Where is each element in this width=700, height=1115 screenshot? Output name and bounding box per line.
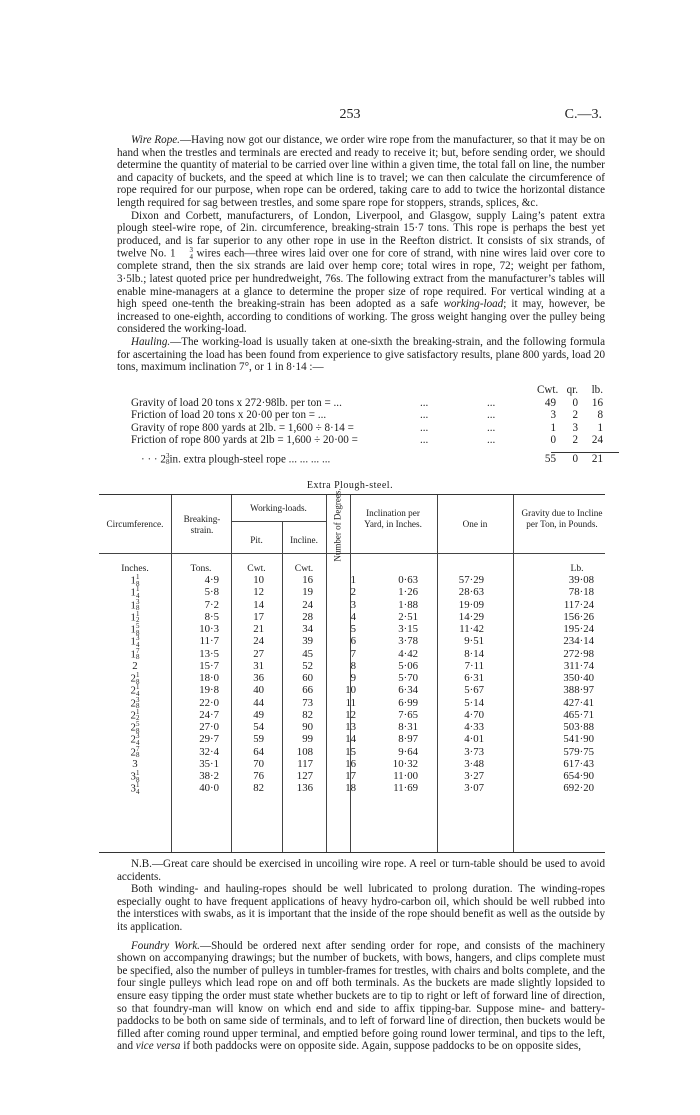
calc-row: Gravity of rope 800 yards at 2lb. = 1,600 ÷ 8·14 = ... ... 1 3 1 — [131, 421, 603, 434]
table-cell-circumference: 2 7 8 — [130, 744, 140, 759]
calc-row: Friction of load 20 tons x 20·00 per ton = ... ... ... 3 2 8 — [131, 409, 603, 422]
foundry-paragraph: Foundry Work.—Should be ordered next after sending order for rope, and consists of the machinery shown on accompanying drawings; but the number of buckets, with bows, hangers, and clips complete must be specified, also the number of pulleys in tumbler-frames for trestles, with chairs and bolts complete, and the four single pulleys which lead rope on and off both terminals. As the buckets are made slightly lopsided to ensure easy tipping the order must state whether buckets are to tip to right or left of forward line of direction, so that foundry-man will know on which end and side to affix tipping-bar. Suppose mine- and battery-paddocks to be both on same side of terminals, and to left of forward line of direction, then buckets would be filled after coming round upper terminal, and emptied before going round lower terminal, and tips to the left, and vice versa if both paddocks were on opposite side. Again, suppose paddocks to be on opposite sides, — [117, 939, 605, 1053]
table-cell-incline: 136 — [296, 782, 313, 795]
table-cell-inclination: 7·65 — [398, 708, 418, 721]
table-cell-circumference: 2 3 8 — [130, 695, 140, 710]
foundry-heading: Foundry Work. — [131, 939, 200, 952]
table-cell-circumference: 2 3 4 — [130, 732, 140, 747]
calc-row: Gravity of load 20 tons x 272·98lb. per ton = ... ... ... 49 0 16 — [131, 396, 603, 409]
table-cell-one-in: 8·14 — [464, 647, 484, 660]
table-cell-one-in: 5·14 — [464, 696, 484, 709]
table-cell-incline: 60 — [302, 672, 313, 684]
table-cell-inclination: 4·42 — [398, 647, 418, 660]
wire-gauge-fraction: 3 4 — [189, 246, 193, 261]
table-cell-pit: 27 — [253, 647, 264, 660]
table-cell-circumference: 3 1 4 — [130, 781, 140, 796]
calc-header-row — [117, 384, 605, 397]
lubrication-paragraph: Both winding- and hauling-ropes should be well lubricated to prolong duration. The winding-ropes especially ought to have frequent applications of heavy hydro-carbon oil, which should be well rubbed into the interstices with swabs, as it is important that the inside of the rope should benefit as well as the outside by its application. — [117, 883, 605, 933]
table-cell-gravity: 541·90 — [563, 733, 594, 746]
table-cell-incline: 39 — [302, 635, 313, 648]
table-cell-pit: 70 — [253, 757, 264, 770]
table-cell-gravity: 388·97 — [563, 684, 594, 697]
table-cell-pit: 76 — [253, 770, 264, 782]
table-cell-incline: 99 — [302, 733, 313, 746]
page-number: 253 — [339, 107, 361, 122]
table-cell-one-in: 28·63 — [458, 586, 484, 599]
table-cell-breaking: 8·5 — [204, 610, 219, 623]
table-cell-breaking: 4·9 — [204, 574, 219, 586]
hauling-calculation — [117, 384, 605, 466]
column-breaking-strain — [171, 574, 219, 795]
calc-header-qr: qr. — [566, 384, 578, 396]
header-circumference: Circumference. — [106, 519, 164, 529]
column-gravity — [513, 574, 594, 795]
table-cell-one-in: 57·29 — [458, 574, 484, 586]
table-cell-inclination: 6·99 — [398, 696, 418, 709]
document-reference: C.—3. — [564, 107, 602, 122]
table-cell-gravity: 465·71 — [563, 708, 594, 721]
table-cell-pit: 21 — [253, 623, 264, 635]
table-cell-incline: 117 — [297, 757, 313, 770]
table-cell-degrees: 10 — [345, 684, 356, 697]
table-cell-gravity: 503·88 — [563, 721, 594, 733]
header-inclination: Inclination per Yard, in Inches. — [364, 508, 422, 529]
wire-rope-body: —Having now got our distance, we order wire rope from the manufacturer, so that it may be on hand when the trestles and terminals are erected and ready to receive it; but, before sending order, we should determine the quantity of material to be carried over line within a given time, the total fall on line, the number and capacity of buckets, and the speed at which line is to travel; we can then calculate the circumference of rope required for our purpose, when rope can be ordered, taking care to add to twice the horizontal distance length required for sag between trestles, and some spare rope for stoppers, strands, splices, &c. — [117, 134, 605, 209]
table-cell-degrees: 6 — [350, 635, 356, 648]
table-cell-gravity: 692·20 — [563, 782, 594, 795]
table-cell-one-in: 9·51 — [464, 635, 484, 648]
table-cell-inclination: 1·26 — [398, 586, 418, 599]
table-cell-incline: 28 — [302, 610, 313, 623]
table-cell-one-in: 14·29 — [458, 610, 484, 623]
table-cell-inclination: 11·69 — [393, 782, 418, 795]
table-cell-circumference: 2 1 4 — [130, 683, 140, 698]
header-breaking-strain: Breaking-strain. — [183, 514, 221, 535]
table-cell-degrees: 12 — [345, 708, 356, 721]
table-cell-gravity: 78·18 — [568, 586, 594, 599]
table-cell-pit: 59 — [253, 733, 264, 746]
table-cell-gravity: 617·43 — [563, 757, 594, 770]
table-cell-incline: 52 — [302, 659, 313, 672]
table-cell-incline: 82 — [302, 708, 313, 721]
rope-size-fraction: 3 8 — [165, 451, 170, 467]
table-cell-circumference: 3 1 8 — [130, 769, 140, 784]
table-cell-pit: 24 — [253, 635, 264, 648]
table-cell-incline: 127 — [296, 770, 313, 782]
table-cell-inclination: 10·32 — [392, 757, 418, 770]
table-cell-pit: 44 — [253, 696, 264, 709]
table-cell-degrees: 16 — [345, 757, 356, 770]
table-cell-pit: 82 — [253, 782, 264, 795]
table-cell-circumference: 2 5 8 — [130, 720, 140, 735]
table-cell-degrees: 3 — [350, 598, 356, 611]
table-cell-breaking: 24·7 — [199, 708, 219, 721]
header-working-loads: Working-loads. — [250, 503, 307, 513]
table-cell-inclination: 8·97 — [398, 733, 418, 746]
table-cell-pit: 49 — [253, 708, 264, 721]
table-cell-gravity: 311·74 — [563, 659, 594, 672]
table-cell-one-in: 7·11 — [464, 659, 484, 672]
table-cell-breaking: 27·0 — [199, 721, 219, 733]
unit-inches: Inches. — [121, 563, 149, 574]
table-cell-gravity: 156·26 — [563, 610, 594, 623]
table-cell-breaking: 38·2 — [199, 770, 219, 782]
table-cell-inclination: 3·15 — [398, 623, 418, 635]
unit-pit-cwt: Cwt. — [247, 563, 266, 574]
hauling-heading: Hauling. — [131, 336, 171, 348]
table-cell-degrees: 2 — [350, 586, 356, 599]
table-cell-inclination: 9·64 — [398, 745, 418, 758]
table-cell-gravity: 427·41 — [563, 696, 594, 709]
table-cell-degrees: 11 — [345, 696, 356, 709]
table-cell-breaking: 11·7 — [199, 635, 219, 648]
table-cell-breaking: 19·8 — [199, 684, 219, 697]
hauling-body: —The working-load is usually taken at one-sixth the breaking-strain, and the following formula for ascertaining the load has been found from experience to give satisfactory results, plane 800 yards, load 20 tons, maximum inclination 7°, or 1 in 8·14 :— — [117, 336, 605, 374]
table-cell-incline: 19 — [302, 586, 313, 599]
table-cell-degrees: 15 — [345, 745, 356, 758]
table-cell-pit: 17 — [253, 610, 264, 623]
table-cell-breaking: 5·8 — [204, 586, 219, 599]
table-cell-degrees: 13 — [345, 721, 356, 733]
calc-row: Friction of rope 800 yards at 2lb = 1,600 ÷ 20·00 = ... ... 0 2 24 — [131, 434, 603, 447]
table-cell-pit: 54 — [253, 721, 264, 733]
table-cell-incline: 24 — [302, 598, 313, 611]
table-cell-incline: 16 — [302, 574, 313, 586]
table-cell-gravity: 350·40 — [563, 672, 594, 684]
table-cell-circumference: 2 1 8 — [130, 671, 140, 686]
table-cell-incline: 90 — [302, 721, 313, 733]
table-cell-one-in: 5·67 — [464, 684, 484, 697]
table-cell-incline: 45 — [302, 647, 313, 660]
table-cell-inclination: 11·00 — [393, 770, 418, 782]
table-cell-pit: 14 — [253, 598, 264, 611]
table-cell-breaking: 7·2 — [204, 598, 219, 611]
table-cell-incline: 108 — [296, 745, 313, 758]
table-cell-degrees: 14 — [345, 733, 356, 746]
table-title: Extra Plough-steel. — [306, 480, 394, 491]
table-cell-gravity: 195·24 — [563, 623, 594, 635]
hauling-paragraph — [117, 336, 605, 374]
table-cell-inclination: 8·31 — [398, 721, 418, 733]
table-cell-one-in: 4·33 — [464, 721, 484, 733]
table-cell-inclination: 0·63 — [398, 574, 418, 586]
unit-lb: Lb. — [570, 563, 584, 574]
column-circumference — [99, 574, 171, 795]
table-cell-pit: 40 — [253, 684, 264, 697]
table-cell-incline: 34 — [302, 623, 313, 635]
unit-tons: Tons. — [190, 563, 212, 574]
table-cell-gravity: 39·08 — [568, 574, 594, 586]
rope-table — [99, 488, 605, 853]
table-cell-circumference: 1 1 8 — [130, 573, 140, 588]
table-cell-breaking: 10·3 — [199, 623, 219, 635]
table-cell-degrees: 18 — [345, 782, 356, 795]
table-cell-pit: 10 — [253, 574, 264, 586]
table-cell-breaking: 32·4 — [199, 745, 219, 758]
column-incline — [282, 574, 313, 795]
table-cell-one-in: 3·07 — [464, 782, 484, 795]
table-cell-gravity: 234·14 — [563, 635, 594, 648]
wire-rope-heading: Wire Rope. — [131, 134, 180, 146]
table-cell-circumference: 1 1 4 — [130, 585, 140, 600]
dixon-paragraph: Dixon and Corbett, manufacturers, of London, Liverpool, and Glasgow, supply Laing’s patent extra plough steel-wire rope, of 2in. circumference, breaking-strain 15·7 tons. This rope is perhaps the best yet produced, and is far superior to any other rope in use in the Reefton district. It consists of six strands, of twelve No. 1 3 4 wires each—three wires laid over one for core of strand, with nine wires laid over core to complete strand, then the six strands are laid over hemp core; total wires in rope, 72; weight per fathom, 3·5lb.; latest quoted price per hundredweight, 76s. The following extract from the manufacturer’s tables will enable mine-managers at a glance to determine the proper size of rope required. For vertical winding at a high speed one-tenth the breaking-strain has been adopted as a safe working-load; it may, however, be increased to one-eighth, according to conditions of working. The gross weight hanging over the pulley being considered the working-load. — [117, 209, 605, 336]
nb-paragraph: N.B.—Great care should be exercised in uncoiling wire rope. A reel or turn-table should be used to avoid accidents. — [117, 858, 605, 883]
notes-section — [117, 858, 605, 1053]
wire-rope-paragraph — [117, 134, 605, 210]
table-cell-circumference: 2 — [132, 659, 138, 672]
table-cell-inclination: 3·78 — [398, 635, 418, 648]
table-cell-inclination: 1·88 — [398, 598, 418, 611]
column-inclination — [350, 574, 418, 795]
table-cell-degrees: 4 — [350, 610, 356, 623]
table-cell-pit: 31 — [253, 659, 264, 672]
table-cell-inclination: 5·70 — [398, 672, 418, 684]
table-cell-one-in: 19·09 — [458, 598, 484, 611]
table-cell-one-in: 4·01 — [464, 733, 484, 746]
header-degrees: Number of Degrees. — [332, 488, 343, 562]
table-cell-one-in: 3·48 — [464, 757, 484, 770]
header-one-in: One in — [462, 519, 488, 529]
header-gravity: Gravity due to Incline per Ton, in Pounds. — [521, 508, 603, 529]
table-cell-gravity: 654·90 — [563, 770, 594, 782]
table-cell-one-in: 11·42 — [459, 623, 484, 635]
table-cell-degrees: 9 — [350, 672, 356, 684]
table-cell-one-in: 3·27 — [464, 770, 484, 782]
table-cell-inclination: 6·34 — [398, 684, 418, 697]
table-cell-inclination: 2·51 — [398, 610, 418, 623]
table-cell-degrees: 1 — [350, 574, 356, 586]
calc-header-lb: lb. — [591, 384, 603, 396]
table-cell-breaking: 22·0 — [199, 696, 219, 709]
table-cell-circumference: 1 3 4 — [130, 634, 140, 649]
table-cell-circumference: 1 1 2 — [130, 609, 140, 625]
table-cell-circumference: 1 7 8 — [130, 646, 140, 661]
table-cell-breaking: 18·0 — [199, 672, 219, 684]
table-cell-circumference: 3 — [132, 757, 138, 770]
calc-header-cwt: Cwt. — [537, 384, 559, 396]
table-cell-incline: 73 — [302, 696, 313, 709]
column-one-in — [437, 574, 484, 795]
table-cell-breaking: 35·1 — [199, 757, 219, 770]
table-cell-pit: 12 — [253, 586, 264, 599]
table-cell-degrees: 17 — [345, 770, 356, 782]
header-pit: Pit. — [250, 535, 263, 545]
calc-total-row: · · · 2 3 8 in. extra plough-steel rope ... ... ... ... 55 0 21 — [141, 451, 603, 467]
wire-rope-section — [117, 134, 605, 374]
table-cell-breaking: 29·7 — [199, 733, 219, 746]
table-cell-circumference: 1 5 8 — [130, 622, 140, 637]
table-cell-gravity: 272·98 — [563, 647, 594, 660]
header-incline: Incline. — [290, 535, 318, 545]
table-cell-one-in: 4·70 — [464, 708, 484, 721]
table-cell-circumference: 2 1 2 — [130, 707, 140, 723]
table-cell-pit: 36 — [253, 672, 264, 684]
table-cell-breaking: 15·7 — [199, 659, 219, 672]
unit-incline-cwt: Cwt. — [294, 563, 314, 574]
table-cell-one-in: 6·31 — [464, 672, 484, 684]
table-cell-degrees: 7 — [350, 647, 356, 660]
table-cell-gravity: 117·24 — [563, 598, 594, 611]
table-cell-inclination: 5·06 — [398, 659, 418, 672]
table-cell-one-in: 3·73 — [464, 745, 484, 758]
table-cell-circumference: 1 3 8 — [130, 597, 140, 612]
table-cell-incline: 66 — [302, 684, 313, 697]
table-cell-pit: 64 — [253, 745, 264, 758]
table-cell-degrees: 5 — [350, 623, 356, 635]
table-cell-degrees: 8 — [350, 659, 356, 672]
table-cell-breaking: 13·5 — [199, 647, 219, 660]
table-cell-gravity: 579·75 — [563, 745, 594, 758]
column-pit — [231, 574, 264, 795]
table-cell-breaking: 40·0 — [199, 782, 219, 795]
